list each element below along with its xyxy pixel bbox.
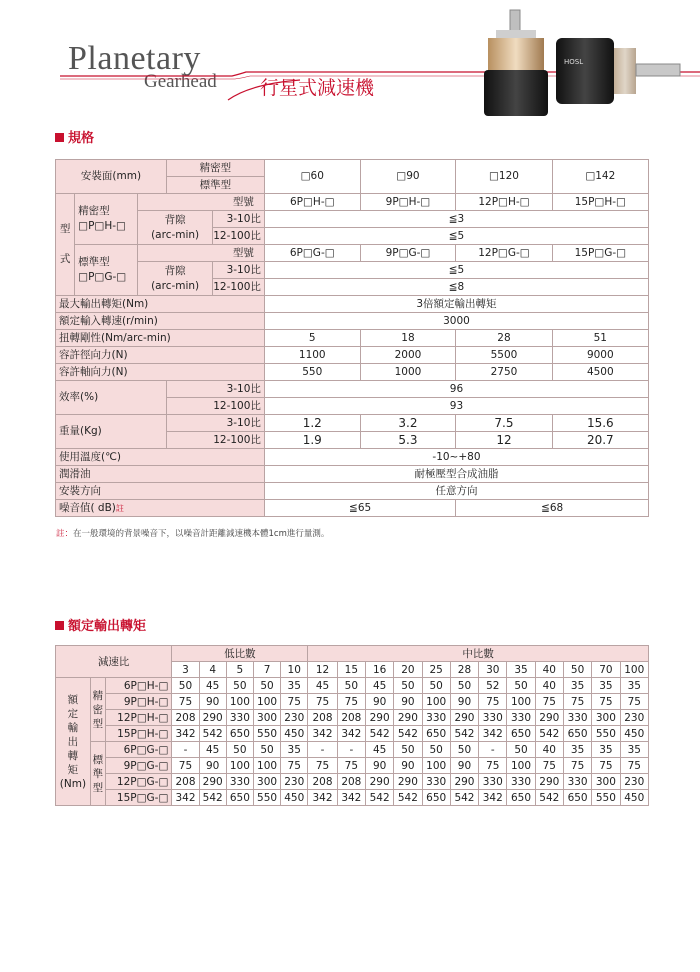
ratio-cell: 3 bbox=[172, 662, 199, 678]
torque-value: 650 bbox=[422, 726, 450, 742]
torque-value: 50 bbox=[507, 678, 535, 694]
torque-value: 290 bbox=[450, 774, 478, 790]
torque-value: 90 bbox=[394, 758, 422, 774]
torque-value: 342 bbox=[308, 790, 337, 806]
model-cell: 6P□H-□ bbox=[264, 194, 360, 211]
torque-value: 100 bbox=[422, 758, 450, 774]
model-cell: 6P□G-□ bbox=[264, 245, 360, 262]
torque-value: 342 bbox=[172, 726, 199, 742]
temp-label: 使用溫度(℃) bbox=[56, 449, 265, 466]
torque-value: 50 bbox=[226, 678, 253, 694]
weight-value: 12 bbox=[456, 432, 552, 449]
torque-value: 35 bbox=[563, 678, 591, 694]
torque-value: 550 bbox=[253, 726, 280, 742]
title-gearhead: Gearhead bbox=[144, 71, 217, 92]
torque-value: 90 bbox=[450, 758, 478, 774]
backlash-value: ≦8 bbox=[264, 279, 648, 296]
torque-value: 90 bbox=[450, 694, 478, 710]
table-row bbox=[56, 694, 649, 710]
low-ratio-header: 低比數 bbox=[172, 646, 308, 662]
torque-value: 342 bbox=[337, 726, 365, 742]
torque-value: 290 bbox=[450, 710, 478, 726]
weight-value: 1.9 bbox=[264, 432, 360, 449]
torque-value: 75 bbox=[563, 758, 591, 774]
torque-value: 330 bbox=[563, 774, 591, 790]
weight-label: 重量(Kg) bbox=[56, 415, 167, 449]
table-row bbox=[56, 774, 649, 790]
torque-value: 75 bbox=[620, 758, 648, 774]
ratio-cell: 5 bbox=[226, 662, 253, 678]
model-cell: 9P□G-□ bbox=[360, 245, 456, 262]
ratio-label: 3-10比 bbox=[213, 262, 265, 279]
radial-value: 9000 bbox=[552, 347, 648, 364]
torque-value: 50 bbox=[450, 678, 478, 694]
torque-value: 100 bbox=[253, 694, 280, 710]
torque-value: 230 bbox=[620, 774, 648, 790]
ratio-header: 減速比 bbox=[56, 646, 172, 678]
torque-value: 75 bbox=[535, 694, 563, 710]
ratio-cell: 40 bbox=[535, 662, 563, 678]
torque-value: 52 bbox=[479, 678, 507, 694]
torque-value: 35 bbox=[620, 678, 648, 694]
ratio-cell: 7 bbox=[253, 662, 280, 678]
torque-value: 290 bbox=[199, 774, 226, 790]
ratio-label: 3-10比 bbox=[166, 415, 264, 432]
table-row bbox=[56, 742, 649, 758]
torque-value: 90 bbox=[365, 758, 393, 774]
table-row bbox=[56, 726, 649, 742]
page-header bbox=[0, 0, 700, 120]
model-cell: 15P□H-□ bbox=[106, 726, 172, 742]
noise-value: ≦65 bbox=[264, 500, 455, 517]
weight-value: 7.5 bbox=[456, 415, 552, 432]
stiffness-value: 51 bbox=[552, 330, 648, 347]
weight-value: 1.2 bbox=[264, 415, 360, 432]
noise-label: 噪音值( dB)註 bbox=[56, 500, 265, 517]
torque-value: 650 bbox=[422, 790, 450, 806]
torque-value: 45 bbox=[365, 742, 393, 758]
torque-value: 40 bbox=[535, 742, 563, 758]
ratio-cell: 100 bbox=[620, 662, 648, 678]
efficiency-label: 效率(%) bbox=[56, 381, 167, 415]
ratio-cell: 4 bbox=[199, 662, 226, 678]
torque-value: 75 bbox=[479, 694, 507, 710]
standard-group-label: 標 準 型 bbox=[90, 742, 105, 806]
torque-value: 75 bbox=[308, 694, 337, 710]
torque-value: 342 bbox=[337, 790, 365, 806]
torque-value: 290 bbox=[199, 710, 226, 726]
torque-value: 100 bbox=[226, 694, 253, 710]
torque-value: 330 bbox=[563, 710, 591, 726]
stiffness-value: 28 bbox=[456, 330, 552, 347]
torque-value: 90 bbox=[199, 694, 226, 710]
ratio-cell: 25 bbox=[422, 662, 450, 678]
model-cell: 12P□G-□ bbox=[456, 245, 552, 262]
torque-value: 650 bbox=[563, 726, 591, 742]
backlash-value: ≦5 bbox=[264, 228, 648, 245]
torque-value: 330 bbox=[422, 710, 450, 726]
torque-value: 50 bbox=[253, 678, 280, 694]
torque-value: 100 bbox=[507, 694, 535, 710]
torque-value: - bbox=[172, 742, 199, 758]
torque-value: 35 bbox=[620, 742, 648, 758]
torque-value: 75 bbox=[337, 758, 365, 774]
torque-value: 208 bbox=[172, 710, 199, 726]
torque-value: 208 bbox=[172, 774, 199, 790]
model-cell: 9P□G-□ bbox=[106, 758, 172, 774]
title-chinese: 行星式減速機 bbox=[260, 77, 375, 99]
axial-value: 2750 bbox=[456, 364, 552, 381]
weight-value: 15.6 bbox=[552, 415, 648, 432]
efficiency-value: 96 bbox=[264, 381, 648, 398]
torque-value: 100 bbox=[422, 694, 450, 710]
torque-value: 75 bbox=[535, 758, 563, 774]
efficiency-value: 93 bbox=[264, 398, 648, 415]
backlash-label: 背隙 (arc-min) bbox=[138, 211, 213, 245]
noise-value: ≦68 bbox=[456, 500, 649, 517]
torque-value: 542 bbox=[535, 790, 563, 806]
backlash-value: ≦5 bbox=[264, 262, 648, 279]
gear-label: HOSL bbox=[564, 58, 584, 66]
torque-value: 290 bbox=[535, 710, 563, 726]
torque-value: 75 bbox=[281, 758, 308, 774]
model-cell: 12P□G-□ bbox=[106, 774, 172, 790]
title-planetary: Planetary bbox=[68, 40, 201, 77]
torque-value: 230 bbox=[281, 710, 308, 726]
torque-value: 100 bbox=[507, 758, 535, 774]
model-cell: 12P□H-□ bbox=[106, 710, 172, 726]
ratio-cell: 70 bbox=[592, 662, 620, 678]
stiffness-value: 18 bbox=[360, 330, 456, 347]
model-cell: 9P□H-□ bbox=[360, 194, 456, 211]
torque-value: 35 bbox=[592, 678, 620, 694]
torque-value: 45 bbox=[199, 742, 226, 758]
torque-value: 100 bbox=[253, 758, 280, 774]
table-row bbox=[56, 790, 649, 806]
ratio-label: 3-10比 bbox=[166, 381, 264, 398]
install-value: 任意方向 bbox=[264, 483, 648, 500]
torque-value: 50 bbox=[253, 742, 280, 758]
torque-value: 35 bbox=[563, 742, 591, 758]
torque-value: 290 bbox=[394, 774, 422, 790]
stiffness-value: 5 bbox=[264, 330, 360, 347]
radial-label: 容許徑向力(N) bbox=[56, 347, 265, 364]
torque-value: 50 bbox=[394, 742, 422, 758]
torque-value: 542 bbox=[450, 790, 478, 806]
standard-model-label: 標準型 □P□G-□ bbox=[75, 245, 138, 296]
torque-value: 35 bbox=[281, 742, 308, 758]
torque-value: 550 bbox=[253, 790, 280, 806]
precision-group-label: 精 密 型 bbox=[90, 678, 105, 742]
backlash-label: 背隙 (arc-min) bbox=[138, 262, 213, 296]
torque-value: 330 bbox=[479, 710, 507, 726]
size-cell: □120 bbox=[456, 160, 552, 194]
torque-value: 450 bbox=[620, 726, 648, 742]
torque-value: 45 bbox=[365, 678, 393, 694]
torque-value: 50 bbox=[337, 678, 365, 694]
torque-value: 542 bbox=[365, 790, 393, 806]
torque-value: 330 bbox=[507, 710, 535, 726]
temp-value: -10~+80 bbox=[264, 449, 648, 466]
torque-value: 35 bbox=[592, 742, 620, 758]
model-label: 型號 bbox=[138, 245, 265, 262]
ratio-cell: 10 bbox=[281, 662, 308, 678]
torque-value: 550 bbox=[592, 726, 620, 742]
precision-model-label: 精密型 □P□H-□ bbox=[75, 194, 138, 245]
torque-value: 50 bbox=[422, 678, 450, 694]
standard-type-label: 標準型 bbox=[166, 177, 264, 194]
model-cell: 15P□G-□ bbox=[552, 245, 648, 262]
torque-value: 330 bbox=[422, 774, 450, 790]
torque-value: 35 bbox=[281, 678, 308, 694]
torque-value: 50 bbox=[507, 742, 535, 758]
model-cell: 9P□H-□ bbox=[106, 694, 172, 710]
weight-value: 3.2 bbox=[360, 415, 456, 432]
section-marker-icon bbox=[55, 621, 64, 630]
torque-value: 290 bbox=[365, 710, 393, 726]
torque-value: 650 bbox=[507, 726, 535, 742]
section-marker-icon bbox=[55, 133, 64, 142]
size-cell: □90 bbox=[360, 160, 456, 194]
torque-value: 208 bbox=[308, 710, 337, 726]
size-cell: □60 bbox=[264, 160, 360, 194]
torque-value: - bbox=[308, 742, 337, 758]
input-speed-label: 額定輸入轉速(r/min) bbox=[56, 313, 265, 330]
ratio-cell: 12 bbox=[308, 662, 337, 678]
torque-value: 450 bbox=[281, 790, 308, 806]
torque-value: 290 bbox=[535, 774, 563, 790]
ratio-cell: 50 bbox=[563, 662, 591, 678]
model-cell: 15P□G-□ bbox=[106, 790, 172, 806]
gearhead-photo-2 bbox=[550, 34, 690, 114]
torque-value: 330 bbox=[226, 774, 253, 790]
precision-type-label: 精密型 bbox=[166, 160, 264, 177]
torque-value: 330 bbox=[507, 774, 535, 790]
torque-value: 542 bbox=[394, 790, 422, 806]
torque-value: 550 bbox=[592, 790, 620, 806]
max-torque-value: 3倍額定輸出轉矩 bbox=[264, 296, 648, 313]
model-cell: 12P□H-□ bbox=[456, 194, 552, 211]
torque-value: 75 bbox=[308, 758, 337, 774]
torque-value: 290 bbox=[365, 774, 393, 790]
torque-value: 542 bbox=[535, 726, 563, 742]
torque-value: 90 bbox=[199, 758, 226, 774]
torque-value: 650 bbox=[507, 790, 535, 806]
ratio-cell: 16 bbox=[365, 662, 393, 678]
ratio-label: 12-100比 bbox=[166, 398, 264, 415]
model-cell: 15P□H-□ bbox=[552, 194, 648, 211]
lube-label: 潤滑油 bbox=[56, 466, 265, 483]
torque-value: 650 bbox=[226, 726, 253, 742]
torque-value: 542 bbox=[199, 726, 226, 742]
axial-label: 容許軸向力(N) bbox=[56, 364, 265, 381]
torque-value: 342 bbox=[172, 790, 199, 806]
rated-torque-side-label: 額 定 輸 出 轉 矩 (Nm) bbox=[56, 678, 91, 806]
axial-value: 4500 bbox=[552, 364, 648, 381]
section-title-torque: 額定輸出轉矩 bbox=[55, 615, 146, 634]
input-speed-value: 3000 bbox=[264, 313, 648, 330]
model-cell: 6P□G-□ bbox=[106, 742, 172, 758]
torque-value: 208 bbox=[337, 774, 365, 790]
torque-value: 300 bbox=[592, 774, 620, 790]
torque-value: 300 bbox=[253, 710, 280, 726]
torque-value: 50 bbox=[422, 742, 450, 758]
max-torque-label: 最大輸出轉矩(Nm) bbox=[56, 296, 265, 313]
spec-footnote: 註：在一般環境的背景噪音下，以噪音計距離減速機本體1cm進行量測。 bbox=[56, 529, 330, 539]
torque-value: 208 bbox=[308, 774, 337, 790]
backlash-value: ≦3 bbox=[264, 211, 648, 228]
radial-value: 1100 bbox=[264, 347, 360, 364]
torque-value: 75 bbox=[592, 694, 620, 710]
torque-value: 90 bbox=[394, 694, 422, 710]
torque-value: - bbox=[337, 742, 365, 758]
torque-value: 290 bbox=[394, 710, 422, 726]
torque-value: 75 bbox=[337, 694, 365, 710]
mount-label: 安裝面(mm) bbox=[56, 160, 167, 194]
ratio-label: 12-100比 bbox=[213, 228, 265, 245]
axial-value: 1000 bbox=[360, 364, 456, 381]
ratio-cell: 20 bbox=[394, 662, 422, 678]
spec-table bbox=[55, 159, 649, 517]
stiffness-label: 扭轉剛性(Nm/arc-min) bbox=[56, 330, 265, 347]
torque-value: 45 bbox=[308, 678, 337, 694]
radial-value: 2000 bbox=[360, 347, 456, 364]
torque-value: 300 bbox=[253, 774, 280, 790]
axial-value: 550 bbox=[264, 364, 360, 381]
torque-value: 75 bbox=[479, 758, 507, 774]
torque-value: 342 bbox=[479, 790, 507, 806]
ratio-label: 12-100比 bbox=[166, 432, 264, 449]
torque-value: 542 bbox=[394, 726, 422, 742]
torque-value: 75 bbox=[281, 694, 308, 710]
torque-value: 75 bbox=[172, 694, 199, 710]
torque-value: 542 bbox=[199, 790, 226, 806]
torque-value: 330 bbox=[226, 710, 253, 726]
torque-value: 342 bbox=[479, 726, 507, 742]
torque-value: 650 bbox=[563, 790, 591, 806]
weight-value: 20.7 bbox=[552, 432, 648, 449]
torque-value: 50 bbox=[450, 742, 478, 758]
table-row bbox=[56, 758, 649, 774]
torque-table bbox=[55, 645, 649, 806]
weight-value: 5.3 bbox=[360, 432, 456, 449]
torque-value: 300 bbox=[592, 710, 620, 726]
torque-value: 75 bbox=[172, 758, 199, 774]
torque-value: 100 bbox=[226, 758, 253, 774]
torque-value: 50 bbox=[394, 678, 422, 694]
ratio-label: 3-10比 bbox=[213, 211, 265, 228]
torque-value: 542 bbox=[365, 726, 393, 742]
torque-value: - bbox=[479, 742, 507, 758]
torque-value: 342 bbox=[308, 726, 337, 742]
torque-value: 230 bbox=[281, 774, 308, 790]
model-label: 型號 bbox=[138, 194, 265, 211]
ratio-cell: 35 bbox=[507, 662, 535, 678]
ratio-cell: 28 bbox=[450, 662, 478, 678]
torque-value: 230 bbox=[620, 710, 648, 726]
table-row bbox=[56, 678, 649, 694]
install-label: 安裝方向 bbox=[56, 483, 265, 500]
radial-value: 5500 bbox=[456, 347, 552, 364]
torque-value: 450 bbox=[620, 790, 648, 806]
torque-value: 75 bbox=[620, 694, 648, 710]
table-row bbox=[56, 710, 649, 726]
section-title-spec: 規格 bbox=[55, 127, 94, 146]
ratio-label: 12-100比 bbox=[213, 279, 265, 296]
torque-value: 45 bbox=[199, 678, 226, 694]
torque-value: 330 bbox=[479, 774, 507, 790]
torque-value: 208 bbox=[337, 710, 365, 726]
spec-row-mount bbox=[56, 160, 649, 177]
type-side-label: 型 式 bbox=[56, 194, 75, 296]
size-cell: □142 bbox=[552, 160, 648, 194]
torque-value: 450 bbox=[281, 726, 308, 742]
torque-value: 75 bbox=[563, 694, 591, 710]
torque-value: 40 bbox=[535, 678, 563, 694]
torque-value: 90 bbox=[365, 694, 393, 710]
torque-value: 75 bbox=[592, 758, 620, 774]
ratio-cell: 15 bbox=[337, 662, 365, 678]
gearhead-photo-1 bbox=[482, 8, 552, 120]
torque-value: 50 bbox=[226, 742, 253, 758]
ratio-cell: 30 bbox=[479, 662, 507, 678]
model-cell: 6P□H-□ bbox=[106, 678, 172, 694]
torque-value: 50 bbox=[172, 678, 199, 694]
torque-value: 650 bbox=[226, 790, 253, 806]
mid-ratio-header: 中比數 bbox=[308, 646, 649, 662]
torque-value: 542 bbox=[450, 726, 478, 742]
lube-value: 耐極壓型合成油脂 bbox=[264, 466, 648, 483]
